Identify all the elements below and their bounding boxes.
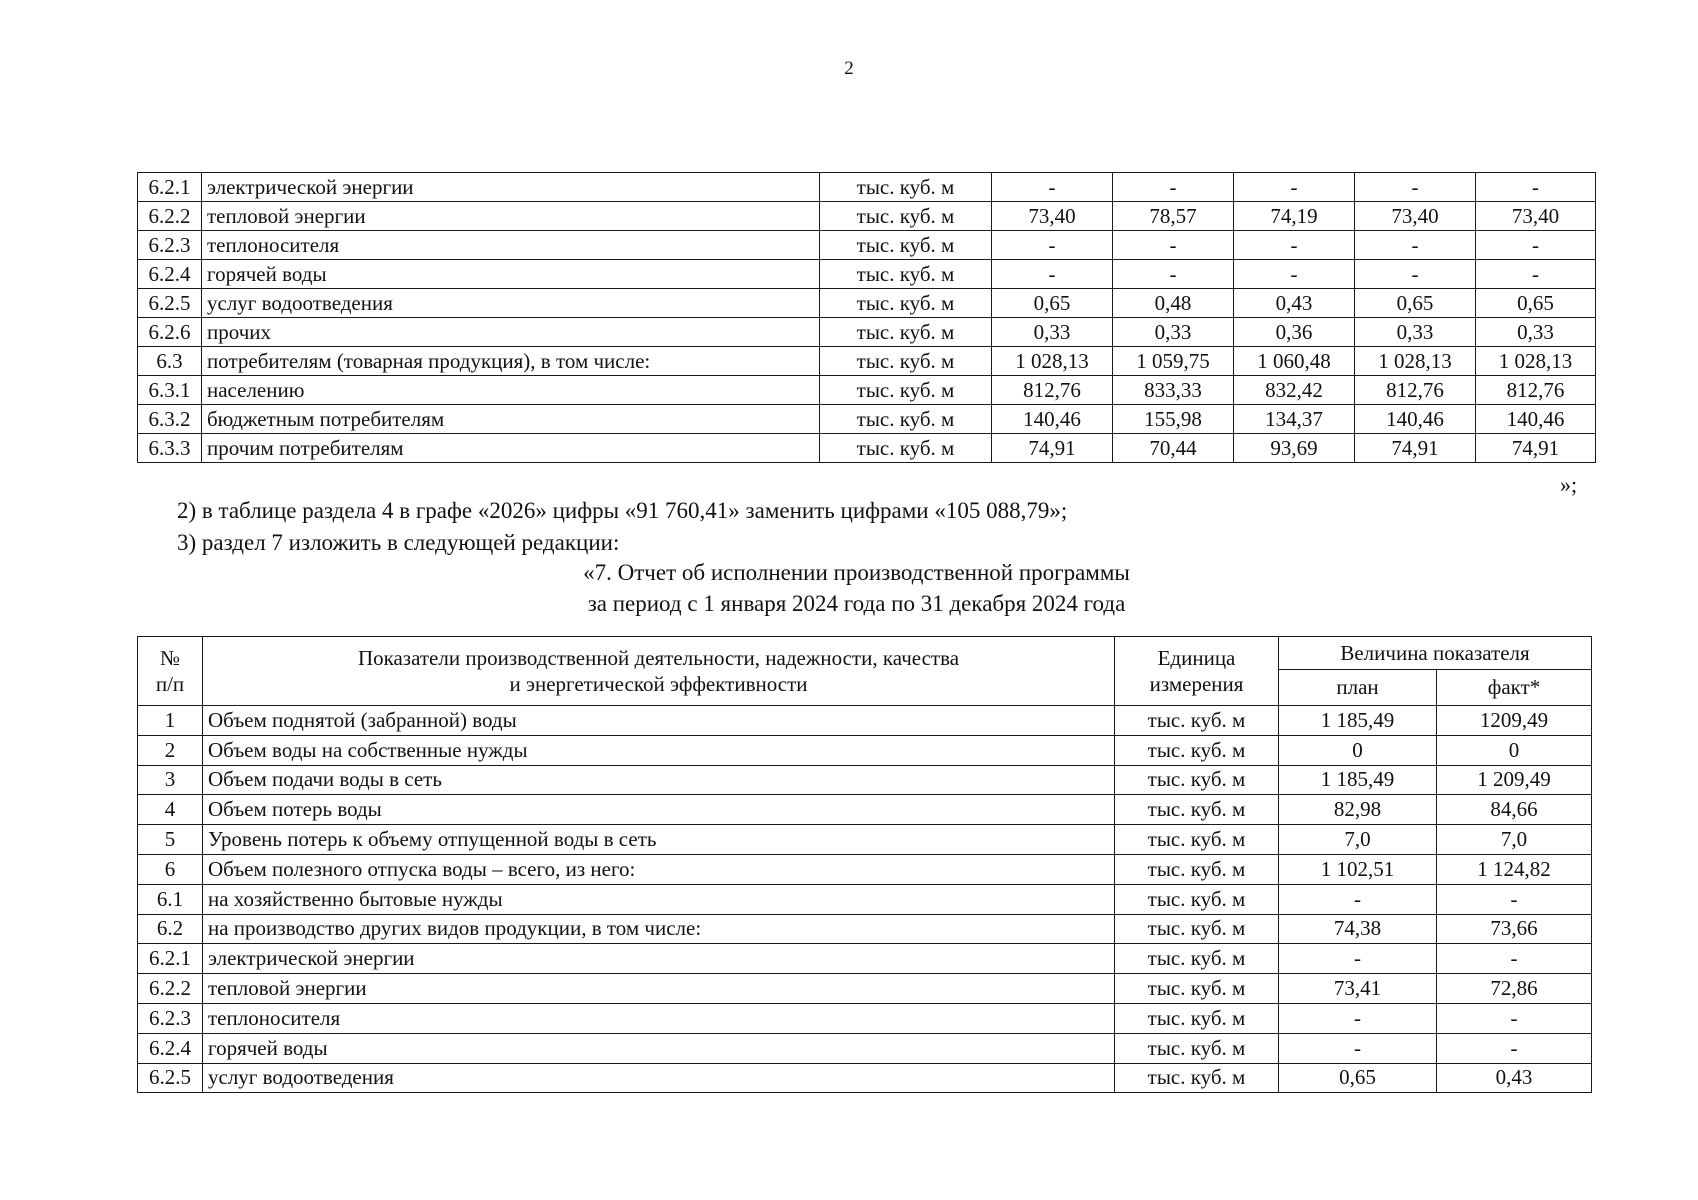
row-value: 0,36 <box>1234 318 1355 347</box>
row-plan: - <box>1279 1033 1437 1063</box>
row-unit: тыс. куб. м <box>820 202 992 231</box>
table-row <box>138 260 1596 289</box>
row-number: 6.2.4 <box>138 1033 203 1063</box>
row-value: 0,33 <box>1355 318 1476 347</box>
row-unit: тыс. куб. м <box>1115 706 1279 736</box>
row-value: 70,44 <box>1113 434 1234 463</box>
row-name: теплоносителя <box>202 231 820 260</box>
table-row <box>138 231 1596 260</box>
header-unit-line2: измерения <box>1149 672 1244 696</box>
row-number: 6.2.5 <box>138 1063 203 1093</box>
row-unit: тыс. куб. м <box>1115 825 1279 855</box>
table-row <box>138 914 1592 944</box>
table-row <box>138 289 1596 318</box>
row-name: на хозяйственно бытовые нужды <box>203 884 1115 914</box>
row-value: 140,46 <box>1355 405 1476 434</box>
report-table-header-row <box>138 637 1592 670</box>
page-number: 2 <box>844 58 854 79</box>
row-name: Объем поднятой (забранной) воды <box>203 706 1115 736</box>
row-value: 0,65 <box>1355 289 1476 318</box>
row-value: 812,76 <box>1355 376 1476 405</box>
row-unit: тыс. куб. м <box>1115 974 1279 1004</box>
row-name: горячей воды <box>202 260 820 289</box>
row-name: теплоносителя <box>203 1003 1115 1033</box>
row-name: горячей воды <box>203 1033 1115 1063</box>
row-number: 6.2.2 <box>138 202 202 231</box>
table-row <box>138 706 1592 736</box>
row-value: 832,42 <box>1234 376 1355 405</box>
table-row <box>138 347 1596 376</box>
section-title-line-2: за период с 1 января 2024 года по 31 декабря 2024 года <box>587 591 1126 616</box>
row-name: услуг водоотведения <box>202 289 820 318</box>
row-value: 74,91 <box>992 434 1113 463</box>
section-title-line-1: «7. Отчет об исполнении производственной программы <box>583 560 1130 585</box>
row-value: - <box>1113 231 1234 260</box>
amendment-paragraph-3: 3) раздел 7 изложить в следующей редакции: <box>177 530 620 555</box>
row-value: - <box>1476 231 1596 260</box>
row-value: 833,33 <box>1113 376 1234 405</box>
header-indicator-line1: Показатели производственной деятельности, надежности, качества <box>357 645 960 670</box>
header-plan: план <box>1279 670 1437 706</box>
row-unit: тыс. куб. м <box>820 376 992 405</box>
row-value: 1 059,75 <box>1113 347 1234 376</box>
row-number: 6.2.2 <box>138 974 203 1004</box>
row-unit: тыс. куб. м <box>820 347 992 376</box>
row-unit: тыс. куб. м <box>1115 735 1279 765</box>
row-value: 0,33 <box>1476 318 1596 347</box>
row-unit: тыс. куб. м <box>820 434 992 463</box>
row-unit: тыс. куб. м <box>1115 884 1279 914</box>
row-number: 6.2.6 <box>138 318 202 347</box>
row-plan: - <box>1279 1003 1437 1033</box>
row-number: 6.2 <box>138 914 203 944</box>
row-name: Объем потерь воды <box>203 795 1115 825</box>
row-number: 6.3.2 <box>138 405 202 434</box>
row-fact: 73,66 <box>1437 914 1592 944</box>
row-number: 3 <box>138 765 203 795</box>
row-name: электрической энергии <box>202 173 820 202</box>
row-value: - <box>992 231 1113 260</box>
row-value: 0,33 <box>992 318 1113 347</box>
row-plan: 82,98 <box>1279 795 1437 825</box>
table-row <box>138 854 1592 884</box>
row-number: 6.3.1 <box>138 376 202 405</box>
row-value: - <box>992 173 1113 202</box>
table-row <box>138 173 1596 202</box>
table-row <box>138 202 1596 231</box>
row-fact: 84,66 <box>1437 795 1592 825</box>
row-name: Объем воды на собственные нужды <box>203 735 1115 765</box>
row-value: 74,19 <box>1234 202 1355 231</box>
row-unit: тыс. куб. м <box>1115 1003 1279 1033</box>
row-plan: 73,41 <box>1279 974 1437 1004</box>
row-fact: 0,43 <box>1437 1063 1592 1093</box>
row-name: услуг водоотведения <box>203 1063 1115 1093</box>
row-fact: - <box>1437 1033 1592 1063</box>
row-plan: - <box>1279 944 1437 974</box>
row-value: 812,76 <box>1476 376 1596 405</box>
row-unit: тыс. куб. м <box>1115 795 1279 825</box>
row-value: - <box>1355 231 1476 260</box>
row-fact: - <box>1437 944 1592 974</box>
row-unit: тыс. куб. м <box>820 231 992 260</box>
row-plan: 1 102,51 <box>1279 854 1437 884</box>
table-row <box>138 376 1596 405</box>
row-number: 6.2.3 <box>138 1003 203 1033</box>
row-plan: - <box>1279 884 1437 914</box>
row-value: - <box>1234 231 1355 260</box>
row-fact: - <box>1437 884 1592 914</box>
row-value: 0,33 <box>1113 318 1234 347</box>
header-unit-line1: Единица <box>1157 645 1236 670</box>
row-plan: 7,0 <box>1279 825 1437 855</box>
table-row <box>138 1003 1592 1033</box>
row-value: - <box>1476 260 1596 289</box>
closing-quote: »; <box>1560 472 1578 497</box>
row-value: - <box>1234 260 1355 289</box>
row-value: - <box>1355 173 1476 202</box>
row-unit: тыс. куб. м <box>820 173 992 202</box>
row-name: Уровень потерь к объему отпущенной воды в сеть <box>203 825 1115 855</box>
report-table-body <box>138 706 1592 1093</box>
table-row <box>138 884 1592 914</box>
row-number: 6 <box>138 854 203 884</box>
row-name: Объем полезного отпуска воды – всего, из него: <box>203 854 1115 884</box>
row-value: - <box>1476 173 1596 202</box>
row-name: Объем подачи воды в сеть <box>203 765 1115 795</box>
row-number: 2 <box>138 735 203 765</box>
table-row <box>138 1033 1592 1063</box>
report-table <box>137 636 1592 1093</box>
row-value: 74,91 <box>1476 434 1596 463</box>
row-unit: тыс. куб. м <box>820 289 992 318</box>
row-unit: тыс. куб. м <box>820 405 992 434</box>
continued-table <box>137 172 1596 463</box>
row-name: тепловой энергии <box>202 202 820 231</box>
row-value: 1 028,13 <box>1476 347 1596 376</box>
row-fact: 7,0 <box>1437 825 1592 855</box>
row-value: - <box>1113 173 1234 202</box>
table-row <box>138 974 1592 1004</box>
table-row <box>138 765 1592 795</box>
row-fact: 72,86 <box>1437 974 1592 1004</box>
row-value: 1 028,13 <box>992 347 1113 376</box>
row-plan: 0,65 <box>1279 1063 1437 1093</box>
row-value: 78,57 <box>1113 202 1234 231</box>
row-name: потребителям (товарная продукция), в том числе: <box>202 347 820 376</box>
row-value: 0,65 <box>1476 289 1596 318</box>
row-number: 5 <box>138 825 203 855</box>
row-value: 812,76 <box>992 376 1113 405</box>
row-number: 6.2.3 <box>138 231 202 260</box>
row-name: прочим потребителям <box>202 434 820 463</box>
header-value-group: Величина показателя <box>1279 637 1592 670</box>
row-number: 6.2.4 <box>138 260 202 289</box>
continued-table-body <box>138 173 1596 463</box>
row-fact: 1 124,82 <box>1437 854 1592 884</box>
table-row <box>138 1063 1592 1093</box>
header-num-line1: № <box>159 645 181 670</box>
row-plan: 1 185,49 <box>1279 706 1437 736</box>
table-row <box>138 795 1592 825</box>
row-number: 1 <box>138 706 203 736</box>
table-row <box>138 944 1592 974</box>
row-value: - <box>1355 260 1476 289</box>
row-value: 155,98 <box>1113 405 1234 434</box>
row-value: 1 060,48 <box>1234 347 1355 376</box>
table-row <box>138 825 1592 855</box>
row-value: 0,65 <box>992 289 1113 318</box>
row-number: 4 <box>138 795 203 825</box>
row-plan: 74,38 <box>1279 914 1437 944</box>
row-number: 6.2.1 <box>138 173 202 202</box>
row-number: 6.2.5 <box>138 289 202 318</box>
row-value: 0,48 <box>1113 289 1234 318</box>
row-value: 134,37 <box>1234 405 1355 434</box>
amendment-paragraph-2: 2) в таблице раздела 4 в графе «2026» цифры «91 760,41» заменить цифрами «105 088,79»; <box>177 498 1068 523</box>
row-plan: 1 185,49 <box>1279 765 1437 795</box>
row-value: 73,40 <box>1355 202 1476 231</box>
row-value: 93,69 <box>1234 434 1355 463</box>
header-num-cell <box>138 637 203 706</box>
row-number: 6.3.3 <box>138 434 202 463</box>
row-fact: 1 209,49 <box>1437 765 1592 795</box>
row-fact: 1209,49 <box>1437 706 1592 736</box>
header-unit-cell <box>1115 637 1279 706</box>
row-unit: тыс. куб. м <box>1115 1063 1279 1093</box>
row-value: 73,40 <box>1476 202 1596 231</box>
row-fact: 0 <box>1437 735 1592 765</box>
row-number: 6.2.1 <box>138 944 203 974</box>
header-fact: факт* <box>1437 670 1592 706</box>
row-name: населению <box>202 376 820 405</box>
row-unit: тыс. куб. м <box>1115 944 1279 974</box>
row-value: 140,46 <box>1476 405 1596 434</box>
row-unit: тыс. куб. м <box>1115 1033 1279 1063</box>
row-number: 6.3 <box>138 347 202 376</box>
header-indicator-cell <box>203 637 1115 706</box>
row-name: электрической энергии <box>203 944 1115 974</box>
row-name: тепловой энергии <box>203 974 1115 1004</box>
row-value: 0,43 <box>1234 289 1355 318</box>
row-value: 74,91 <box>1355 434 1476 463</box>
table-row <box>138 318 1596 347</box>
row-value: - <box>1234 173 1355 202</box>
row-number: 6.1 <box>138 884 203 914</box>
row-unit: тыс. куб. м <box>1115 854 1279 884</box>
row-value: 1 028,13 <box>1355 347 1476 376</box>
row-name: бюджетным потребителям <box>202 405 820 434</box>
row-plan: 0 <box>1279 735 1437 765</box>
row-fact: - <box>1437 1003 1592 1033</box>
header-indicator-line2: и энергетической эффективности <box>509 672 808 696</box>
row-name: на производство других видов продукции, в том числе: <box>203 914 1115 944</box>
row-name: прочих <box>202 318 820 347</box>
row-unit: тыс. куб. м <box>1115 914 1279 944</box>
row-value: - <box>1113 260 1234 289</box>
header-num-line2: п/п <box>155 672 185 696</box>
row-value: - <box>992 260 1113 289</box>
table-row <box>138 434 1596 463</box>
row-value: 140,46 <box>992 405 1113 434</box>
table-row <box>138 735 1592 765</box>
row-value: 73,40 <box>992 202 1113 231</box>
row-unit: тыс. куб. м <box>1115 765 1279 795</box>
table-row <box>138 405 1596 434</box>
row-unit: тыс. куб. м <box>820 260 992 289</box>
row-unit: тыс. куб. м <box>820 318 992 347</box>
